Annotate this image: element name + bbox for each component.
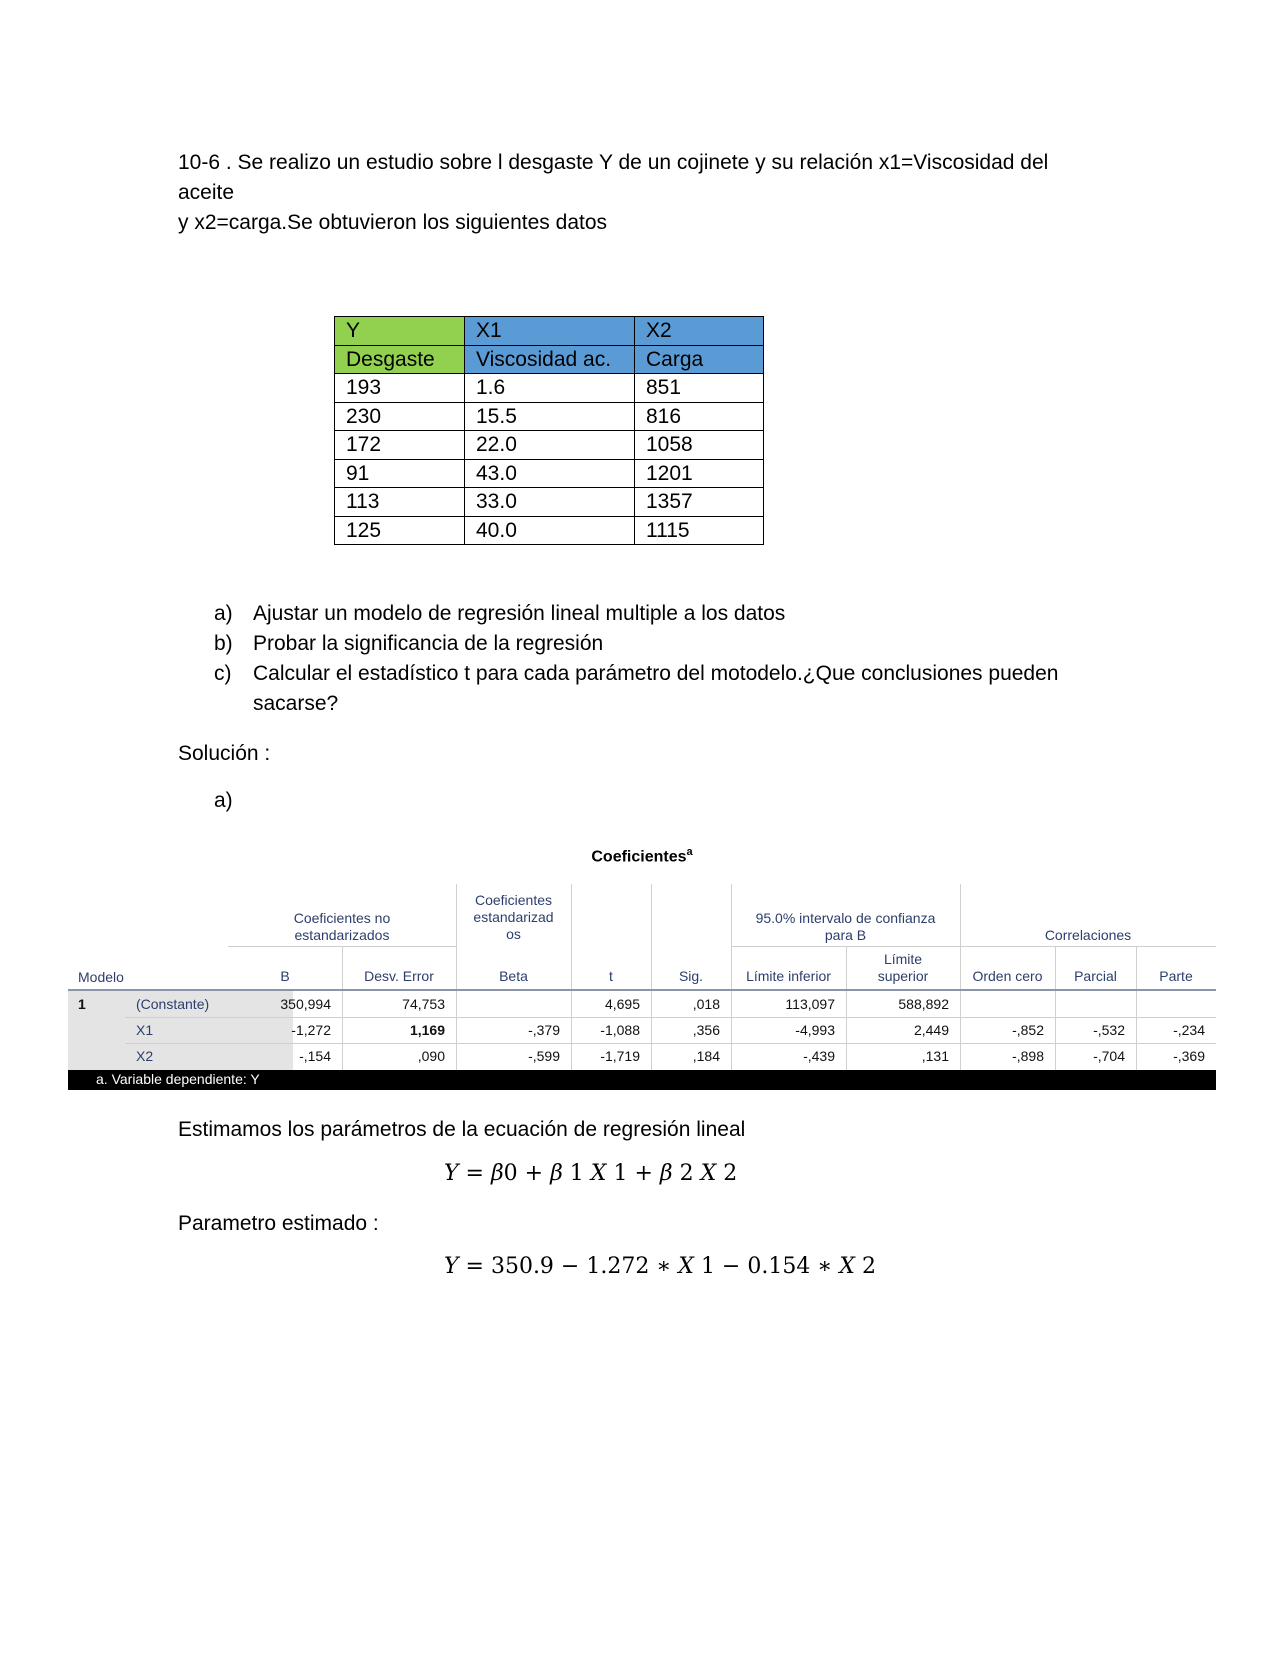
table-row [335, 431, 764, 460]
cell-b: -1,272 [291, 1022, 331, 1038]
question-list [214, 599, 1114, 719]
table-row [335, 516, 764, 545]
model-shading [68, 990, 125, 1070]
title-superscript: a [686, 846, 693, 858]
group-header-standardized: Coeficientes estandarizad os [473, 892, 554, 942]
list-item [214, 599, 1114, 629]
cell-beta: -,599 [528, 1048, 560, 1064]
column-header-t: t [609, 968, 613, 984]
cell-t: -1,719 [600, 1048, 640, 1064]
cell-partial: -,532 [1093, 1022, 1125, 1038]
table-cell: 22.0 [465, 431, 635, 460]
cell-lower: 113,097 [785, 996, 835, 1012]
column-header-upper-limit: Límite superior [877, 951, 929, 984]
model-number: 1 [78, 996, 86, 1012]
estimate-text: Estimamos los parámetros de la ecuación de regresión lineal [178, 1118, 746, 1141]
row-label-constant: (Constante) [136, 996, 210, 1012]
cell-beta: -,379 [528, 1022, 560, 1038]
table-header-row [335, 317, 764, 346]
column-header-beta: Beta [499, 968, 528, 984]
cell-partial: -,704 [1093, 1048, 1125, 1064]
table-cell: 1058 [635, 431, 764, 460]
list-label: a) [214, 602, 233, 625]
table-cell: 1.6 [465, 374, 635, 403]
coefficients-table [68, 846, 1216, 1090]
table-cell: 851 [635, 374, 764, 403]
column-header-lower-limit: Límite inferior [746, 968, 831, 984]
data-table [334, 316, 764, 545]
header-x2: X2 [635, 317, 764, 346]
cell-upper: 588,892 [898, 996, 949, 1012]
list-label: c) [214, 662, 232, 685]
row-label-x1: X1 [136, 1022, 154, 1038]
footnote-text: a. Variable dependiente: Y [96, 1071, 260, 1087]
group-header-unstandardized: Coeficientes no estandarizados [293, 910, 391, 943]
cell-upper: ,131 [921, 1048, 949, 1064]
table-cell: 43.0 [465, 459, 635, 488]
cell-part: -,234 [1173, 1022, 1205, 1038]
question-text: Probar la significancia de la regresión [253, 632, 604, 655]
problem-line-1: 10-6 . Se realizo un estudio sobre l desgaste Y de un cojinete y su relación x1=Viscosidad del aceite [178, 151, 1049, 204]
table-row [335, 459, 764, 488]
cell-zero: -,852 [1012, 1022, 1044, 1038]
cell-se: 1,169 [409, 1022, 445, 1038]
cell-b: 350,994 [280, 996, 331, 1012]
table-cell: 125 [335, 516, 465, 545]
list-item [214, 659, 1114, 719]
column-header-part: Parte [1159, 968, 1193, 984]
problem-statement [178, 148, 1108, 238]
cell-sig: ,356 [692, 1022, 720, 1038]
param-text: Parametro estimado : [178, 1212, 379, 1235]
column-header-modelo: Modelo [78, 969, 124, 985]
table-cell: 40.0 [465, 516, 635, 545]
cell-lower: -,439 [803, 1048, 835, 1064]
list-item [214, 629, 1114, 659]
cell-lower: -4,993 [795, 1022, 835, 1038]
table-cell: 1201 [635, 459, 764, 488]
question-text: sacarse? [253, 692, 339, 715]
cell-t: -1,088 [600, 1022, 640, 1038]
regression-equation: Y = β0 + β 1 X 1 + β 2 X 2 [444, 1161, 738, 1186]
estimated-equation: Y = 350.9 − 1.272 ∗ X 1 − 0.154 ∗ X 2 [444, 1254, 876, 1279]
cell-se: 74,753 [402, 996, 445, 1012]
column-header-zero-order: Orden cero [972, 968, 1043, 984]
table-row [335, 402, 764, 431]
table-cell: 33.0 [465, 488, 635, 517]
table-cell: 113 [335, 488, 465, 517]
cell-zero: -,898 [1012, 1048, 1044, 1064]
header-y: Y [335, 317, 465, 346]
question-text: Calcular el estadístico t para cada parámetro del motodelo.¿Que conclusiones pueden [253, 662, 1059, 685]
list-label: b) [214, 632, 233, 655]
group-header-correlations: Correlaciones [1044, 927, 1132, 943]
table-cell: 1115 [635, 516, 764, 545]
header-x1: X1 [465, 317, 635, 346]
table-cell: 1357 [635, 488, 764, 517]
column-header-partial: Parcial [1074, 968, 1117, 984]
cell-sig: ,018 [692, 996, 720, 1012]
table-cell: 172 [335, 431, 465, 460]
group-header-confidence-interval: 95.0% intervalo de confianza para B [755, 910, 936, 943]
table-header-row [335, 345, 764, 374]
problem-line-2: y x2=carga.Se obtuvieron los siguientes datos [178, 211, 608, 234]
cell-part: -,369 [1173, 1048, 1205, 1064]
table-cell: 193 [335, 374, 465, 403]
cell-se: ,090 [417, 1048, 445, 1064]
question-text: Ajustar un modelo de regresión lineal multiple a los datos [253, 602, 786, 625]
column-header-std-error: Desv. Error [364, 968, 434, 984]
table-cell: 91 [335, 459, 465, 488]
column-header-sig: Sig. [678, 968, 704, 984]
cell-b: -,154 [299, 1048, 331, 1064]
table-cell: 15.5 [465, 402, 635, 431]
table-cell: 230 [335, 402, 465, 431]
table-row [335, 374, 764, 403]
cell-upper: 2,449 [913, 1022, 949, 1038]
cell-sig: ,184 [692, 1048, 720, 1064]
header-desgaste: Desgaste [335, 345, 465, 374]
table-cell: 816 [635, 402, 764, 431]
header-viscosidad: Viscosidad ac. [465, 345, 635, 374]
solution-part-label: a) [214, 789, 233, 812]
coefficients-title: Coeficientes$^a$ [591, 846, 693, 866]
footnote-bar [68, 1070, 1216, 1090]
row-label-x2: X2 [136, 1048, 154, 1064]
solution-title: Solución : [178, 742, 271, 765]
cell-t: 4,695 [604, 996, 640, 1012]
table-row [335, 488, 764, 517]
header-carga: Carga [635, 345, 764, 374]
column-header-b: B [280, 968, 290, 984]
